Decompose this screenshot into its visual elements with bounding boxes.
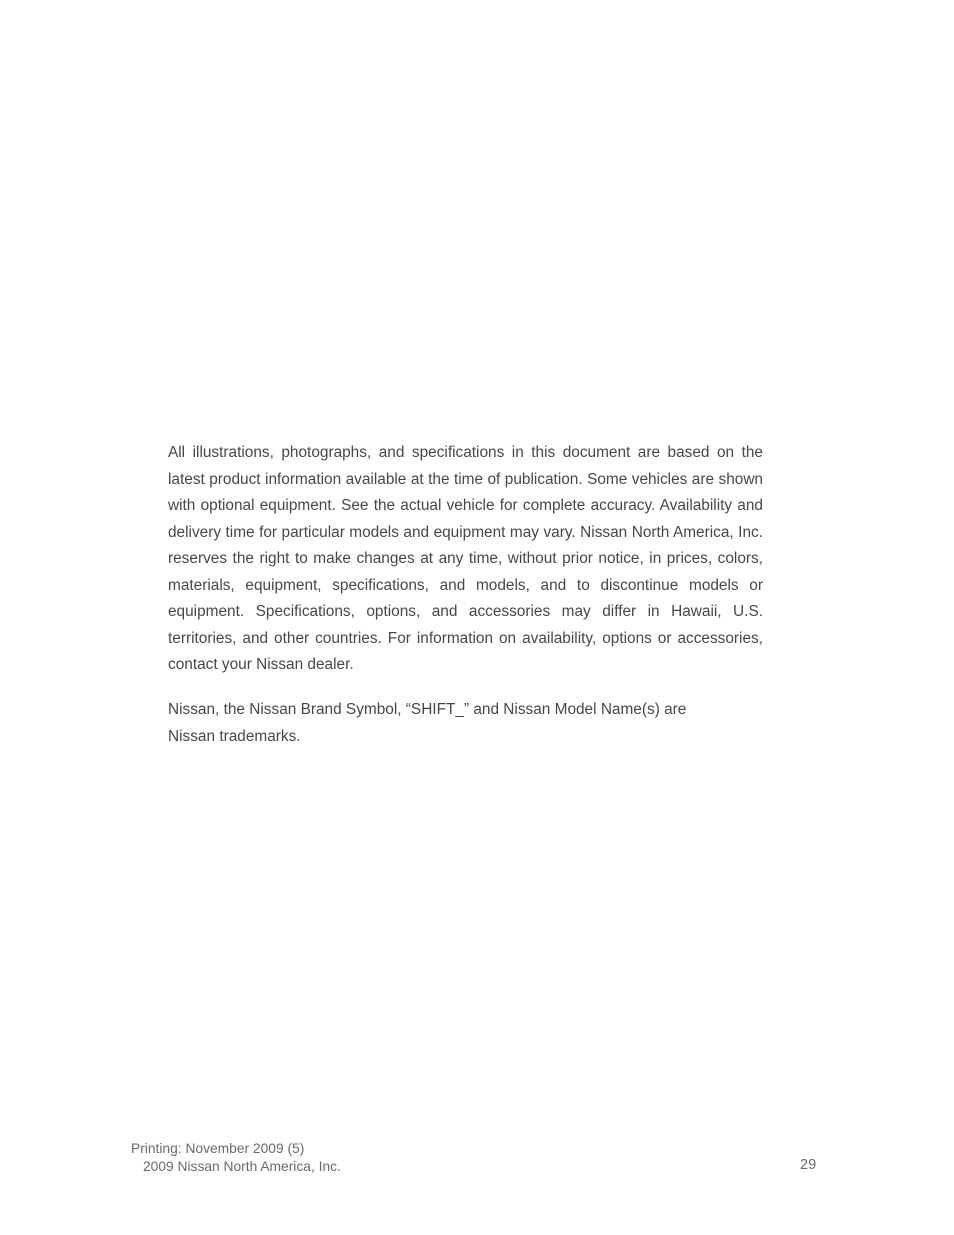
page-number: 29 bbox=[800, 1157, 817, 1173]
trademark-paragraph bbox=[168, 697, 763, 750]
printing-date: Printing: November 2009 (5) bbox=[131, 1141, 305, 1156]
trademark-line-2: Nissan trademarks. bbox=[168, 727, 301, 745]
footer-info bbox=[131, 1140, 341, 1176]
trademark-line-1: Nissan, the Nissan Brand Symbol, “SHIFT_” and Nissan Model Name(s) are bbox=[168, 701, 687, 718]
disclaimer-paragraph: All illustrations, photographs, and specifications in this document are based on the latest product information available at the time of publication. Some vehicles are shown with optional equipment. See the actual vehicle for complete accuracy. Availability and delivery time for particular models and equipment may vary. Nissan North America, Inc. reserves the right to make changes at any time, without prior notice, in prices, colors, materials, equipment, specifications, and models, and to discontinue models or equipment. Specifications, options, and accessories may differ in Hawaii, U.S. territories, and other countries. For information on availability, options or accessories, contact your Nissan dealer. bbox=[168, 444, 763, 673]
copyright-notice: 2009 Nissan North America, Inc. bbox=[143, 1159, 341, 1174]
